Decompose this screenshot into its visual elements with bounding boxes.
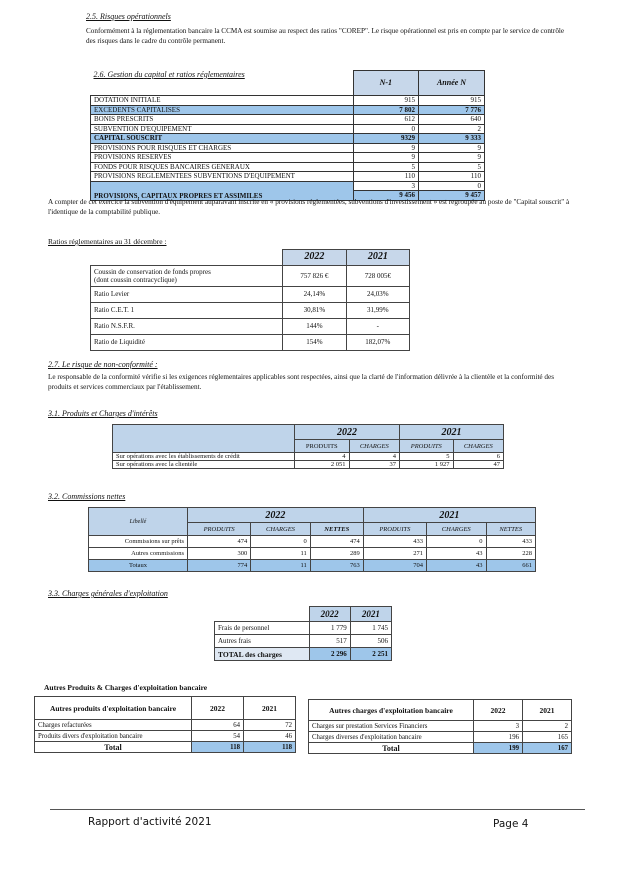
col-2021: 2021 [346,250,409,266]
table-row: SUBVENTION D'EQUIPEMENT 0 2 [91,124,485,134]
section-title-interets: 3.1. Produits et Charges d'intérêts [48,409,158,418]
table-row: 9 456 9 457 [91,191,485,201]
year-2022: 2022 [295,425,400,440]
year-2021: 2021 [400,425,504,440]
year-2022: 2022 [188,508,364,523]
section-title-risques-operationnels: 2.5. Risques opérationnels [86,12,171,21]
commissions-table: Libellé 2022 2021 PRODUITS CHARGES NETTES PRODUITS CHARGES NETTES Commissions sur prêts 474 0 474 433 0 433 Autres commissions 300 11 289 271 43 228 Totaux 774 11 763 704 43 661 [88,507,536,572]
table-row-total: Total 118 118 [35,742,296,753]
paragraph-non-conformite: Le responsable de la conformité vérifie si les exigences réglementaires applicables sont respectées, ainsi que la clarté de l'information délivrée à la clientèle et la conformité des produits et services commerciaux par l'établissement. [48,373,555,391]
table-row-total: Totaux 774 11 763 704 43 661 [89,560,536,572]
section-title-non-conformite: 2.7. Le risque de non-conformité : [48,360,158,369]
table-row: PROVISIONS, CAPITAUX PROPRES ET ASSIMILES 3 0 [91,181,485,191]
footer-page-number: Page 4 [493,818,529,830]
col-2022: 2022 [283,250,347,266]
table-row: Commissions sur prêts 474 0 474 433 0 433 [89,536,536,548]
section-title-charges-generales: 3.3. Charges générales d'exploitation [48,589,168,598]
table-row-total: TOTAL des charges 2 296 2 251 [215,648,392,661]
table-row: PROVISIONS RESERVES 9 9 [91,153,485,163]
charges-generales-table [214,606,392,661]
table-row: Charges sur prestation Services Financiers 3 2 [309,721,572,732]
section-title-commissions: 3.2. Commissions nettes [48,492,126,501]
table-row: Ratio Levier 24,14% 24,03% [91,286,410,302]
year-2022: 2022 [309,607,350,622]
year-2021: 2021 [363,508,535,523]
table-row: Sur opérations avec la clientèle 2 051 37 1 927 47 [113,461,504,469]
table-row: Autres frais 517 506 [215,635,392,648]
table-row: EXCEDENTS CAPITALISES 7 802 7 776 [91,105,485,115]
table-row: CAPITAL SOUSCRIT 9329 9 333 [91,134,485,144]
table-row: DOTATION INITIALE 915 915 [91,96,485,106]
note-subvention: A compter de cet exercice la subvention d'équipement auparavant inscrite en « provisions réglementées, subventions d'investissement » est regroupée au poste de "Capital souscrit" à l'identique de la comptabilité publique. [48,198,570,216]
table-row: Produits divers d'exploitation bancaire 54 46 [35,731,296,742]
col-n1: N-1 [353,71,418,96]
apc-title: Autres Produits & Charges d'exploitation bancaire [44,683,208,692]
table-row: Ratio de Liquidité 154% 182,07% [91,334,410,350]
table-row: Charges diverses d'exploitation bancaire 196 165 [309,732,572,743]
interets-table: 2022 2021 PRODUITS CHARGES PRODUITS CHARGES Sur opérations avec les établissements de crédit 4 4 5 6 Sur opérations avec la clientèle 2 051 37 1 927 47 [112,424,504,469]
table-row: FONDS POUR RISQUES BANCAIRES GENERAUX 5 5 [91,162,485,172]
table-row: Ratio N.S.F.R. 144% - [91,318,410,334]
table-row-total: Total 199 167 [309,743,572,754]
ratios-table [90,249,410,351]
capital-table [90,70,485,201]
table-row: Ratio C.E.T. 1 30,81% 31,99% [91,302,410,318]
table-row: Sur opérations avec les établissements de crédit 4 4 5 6 [113,453,504,461]
autres-produits-table: Autres produits d'exploitation bancaire 2022 2021 Charges refacturées 64 72 Produits divers d'exploitation bancaire 54 46 Total 118 118 [34,696,296,753]
table-row: PROVISIONS REGLEMENTEES SUBVENTIONS D'EQUIPEMENT 110 110 [91,172,485,182]
table-row: Autres commissions 300 11 289 271 43 228 [89,548,536,560]
table-row: Charges refacturées 64 72 [35,720,296,731]
ratios-title: Ratios réglementaires au 31 décembre : [48,237,167,246]
footer-report-title: Rapport d'activité 2021 [88,816,212,828]
table-row: Coussin de conservation de fonds propres (dont coussin contracyclique) 757 826 € 728 005€ [91,265,410,286]
table-row: Frais de personnel 1 779 1 745 [215,622,392,635]
paragraph-risques-operationnels: Conformément à la réglementation bancaire la CCMA est soumise au respect des ratios "COREP". Le risque opérationnel est pris en compte par le service de contrôle des risques dans le cadre du contrôle permanent. [86,27,565,45]
year-2021: 2021 [350,607,391,622]
section-title-gestion-capital: 2.6. Gestion du capital et ratios réglementaires [93,70,245,79]
table-row: PROVISIONS POUR RISQUES ET CHARGES 9 9 [91,143,485,153]
col-annee-n: Année N [419,71,485,96]
autres-charges-table: Autres charges d'exploitation bancaire 2022 2021 Charges sur prestation Services Financiers 3 2 Charges diverses d'exploitation bancaire 196 165 Total 199 167 [308,699,572,754]
footer-divider [50,809,585,810]
table-row: BONIS PRESCRITS 612 640 [91,115,485,125]
